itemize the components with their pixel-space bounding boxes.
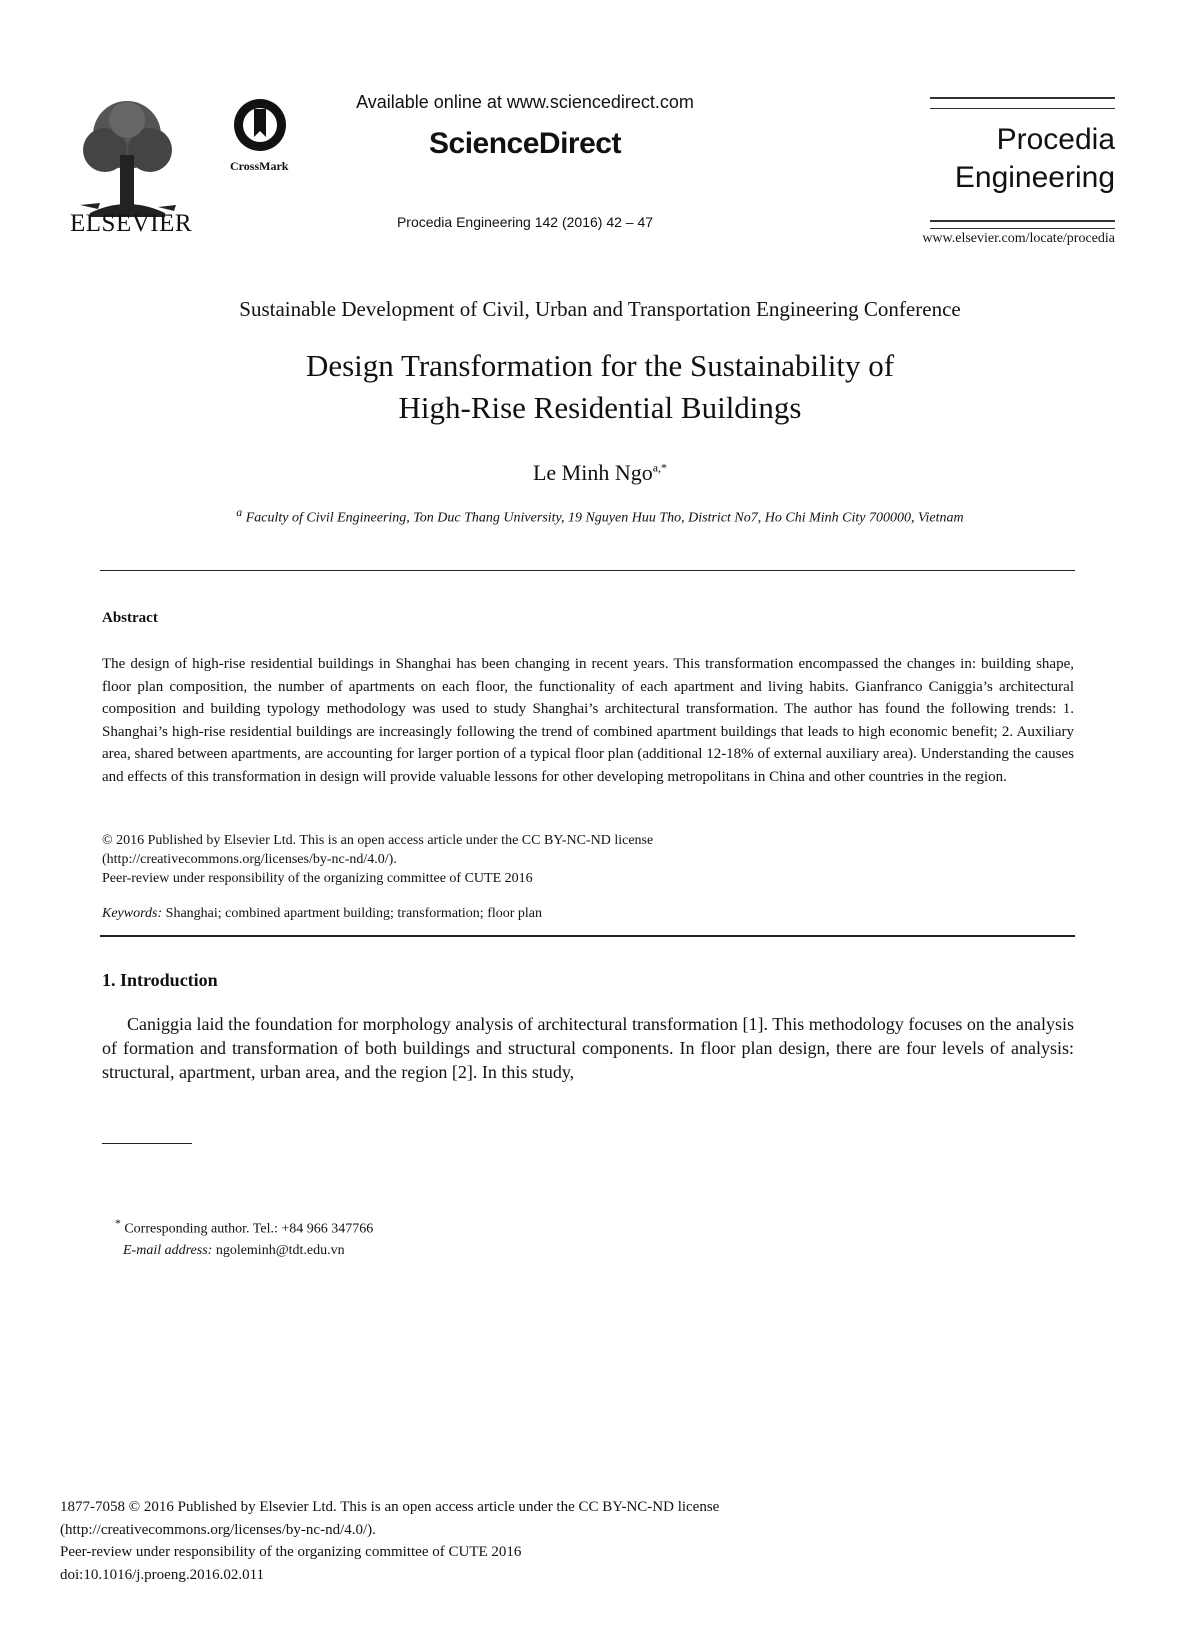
peer-review-note: Peer-review under responsibility of the organizing committee of CUTE 2016 — [102, 871, 533, 886]
affiliation-marker: a — [236, 506, 243, 519]
footer-peer-review: Peer-review under responsibility of the organizing committee of CUTE 2016 — [60, 1544, 522, 1560]
abstract-heading: Abstract — [102, 610, 158, 626]
keywords — [102, 906, 1074, 922]
abstract-text: The design of high-rise residential buildings in Shanghai has been changing in recent years. This transformation encompassed the changes in: building shape, floor plan composition, the number of apartments on each floor, the functionality of each apartment and living habits. Gianfranco Caniggia’s architectural composition and building typology methodology was used to study Shanghai’s architectural transformation. The author has found the following trends: 1. Shanghai’s high-rise residential buildings are increasingly following the trend of combined apartment buildings that leads to high economic benefit; 2. Auxiliary area, shared between apartments, are accounting for larger portion of a typical floor plan (additional 12-18% of external auxiliary area). Understanding the causes and effects of this transformation in design will provide valuable lessons for other developing metropolitans in China and other countries in the region. — [102, 656, 1074, 785]
journal-title — [930, 121, 1115, 197]
email-label: E-mail address: — [123, 1242, 213, 1258]
paper-title — [60, 345, 1140, 429]
author-name: Le Minh Ngo — [532, 460, 653, 485]
keywords-list: Shanghai; combined apartment building; transformation; floor plan — [165, 906, 543, 921]
email-address[interactable]: ngoleminh@tdt.edu.vn — [215, 1242, 345, 1258]
corresponding-author: Corresponding author. Tel.: +84 966 347766 — [124, 1221, 374, 1237]
crossmark-label: CrossMark — [230, 159, 289, 173]
crossmark-logo — [230, 95, 305, 175]
paper-title-line1: Design Transformation for the Sustainability of — [305, 348, 895, 383]
author-affiliation-marker: a,* — [652, 460, 668, 475]
journal-rule-top — [930, 97, 1115, 109]
journal-rule-bottom — [930, 220, 1115, 229]
paper-title-line2: High-Rise Residential Buildings — [398, 390, 802, 425]
affiliation — [60, 506, 1140, 527]
author-line — [60, 460, 1140, 486]
elsevier-wordmark: ELSEVIER — [70, 210, 193, 237]
footnote — [115, 1213, 715, 1261]
abstract-rule-bottom — [100, 935, 1075, 937]
conference-name: Sustainable Development of Civil, Urban and Transportation Engineering Conference — [239, 297, 961, 321]
section-heading-introduction: 1. Introduction — [102, 970, 218, 990]
journal-url[interactable]: www.elsevier.com/locate/procedia — [922, 231, 1115, 246]
introduction-text: Caniggia laid the foundation for morphology analysis of architectural transformation [1]. This methodology focuses on the analysis of formation and transformation of both buildings and structural components. In floor plan design, there are four levels of analysis: structural, apartment, urban area, and the region [2]. In this study, — [102, 1014, 1074, 1082]
footer-issn-license: 1877-7058 © 2016 Published by Elsevier Ltd. This is an open access article under the CC BY-NC-ND license — [60, 1499, 720, 1515]
sciencedirect-wordmark: ScienceDirect — [429, 127, 621, 160]
email-line — [115, 1240, 715, 1261]
available-online-line: Available online at www.sciencedirect.com — [356, 92, 694, 112]
license-link[interactable]: (http://creativecommons.org/licenses/by-nc-nd/4.0/). — [102, 852, 397, 867]
footer-doi[interactable]: doi:10.1016/j.proeng.2016.02.011 — [60, 1566, 265, 1583]
affiliation-text: Faculty of Civil Engineering, Ton Duc Thang University, 19 Nguyen Huu Tho, District No7, Ho Chi Minh City 700000, Vietnam — [245, 510, 964, 526]
keywords-label: Keywords: — [102, 906, 163, 921]
page-footer — [60, 1496, 960, 1586]
corresponding-author-line — [115, 1213, 715, 1240]
abstract-rule-top — [100, 570, 1075, 571]
footnote-marker: * — [115, 1217, 121, 1230]
footer-license-link[interactable]: (http://creativecommons.org/licenses/by-nc-nd/4.0/). — [60, 1521, 376, 1538]
journal-title-line1: Procedia — [996, 123, 1115, 156]
journal-title-line2: Engineering — [954, 161, 1115, 194]
journal-citation: Procedia Engineering 142 (2016) 42 – 47 — [396, 214, 654, 230]
abstract-copyright: © 2016 Published by Elsevier Ltd. This is an open access article under the CC BY-NC-ND license — [102, 833, 654, 848]
footnote-rule — [102, 1143, 192, 1144]
